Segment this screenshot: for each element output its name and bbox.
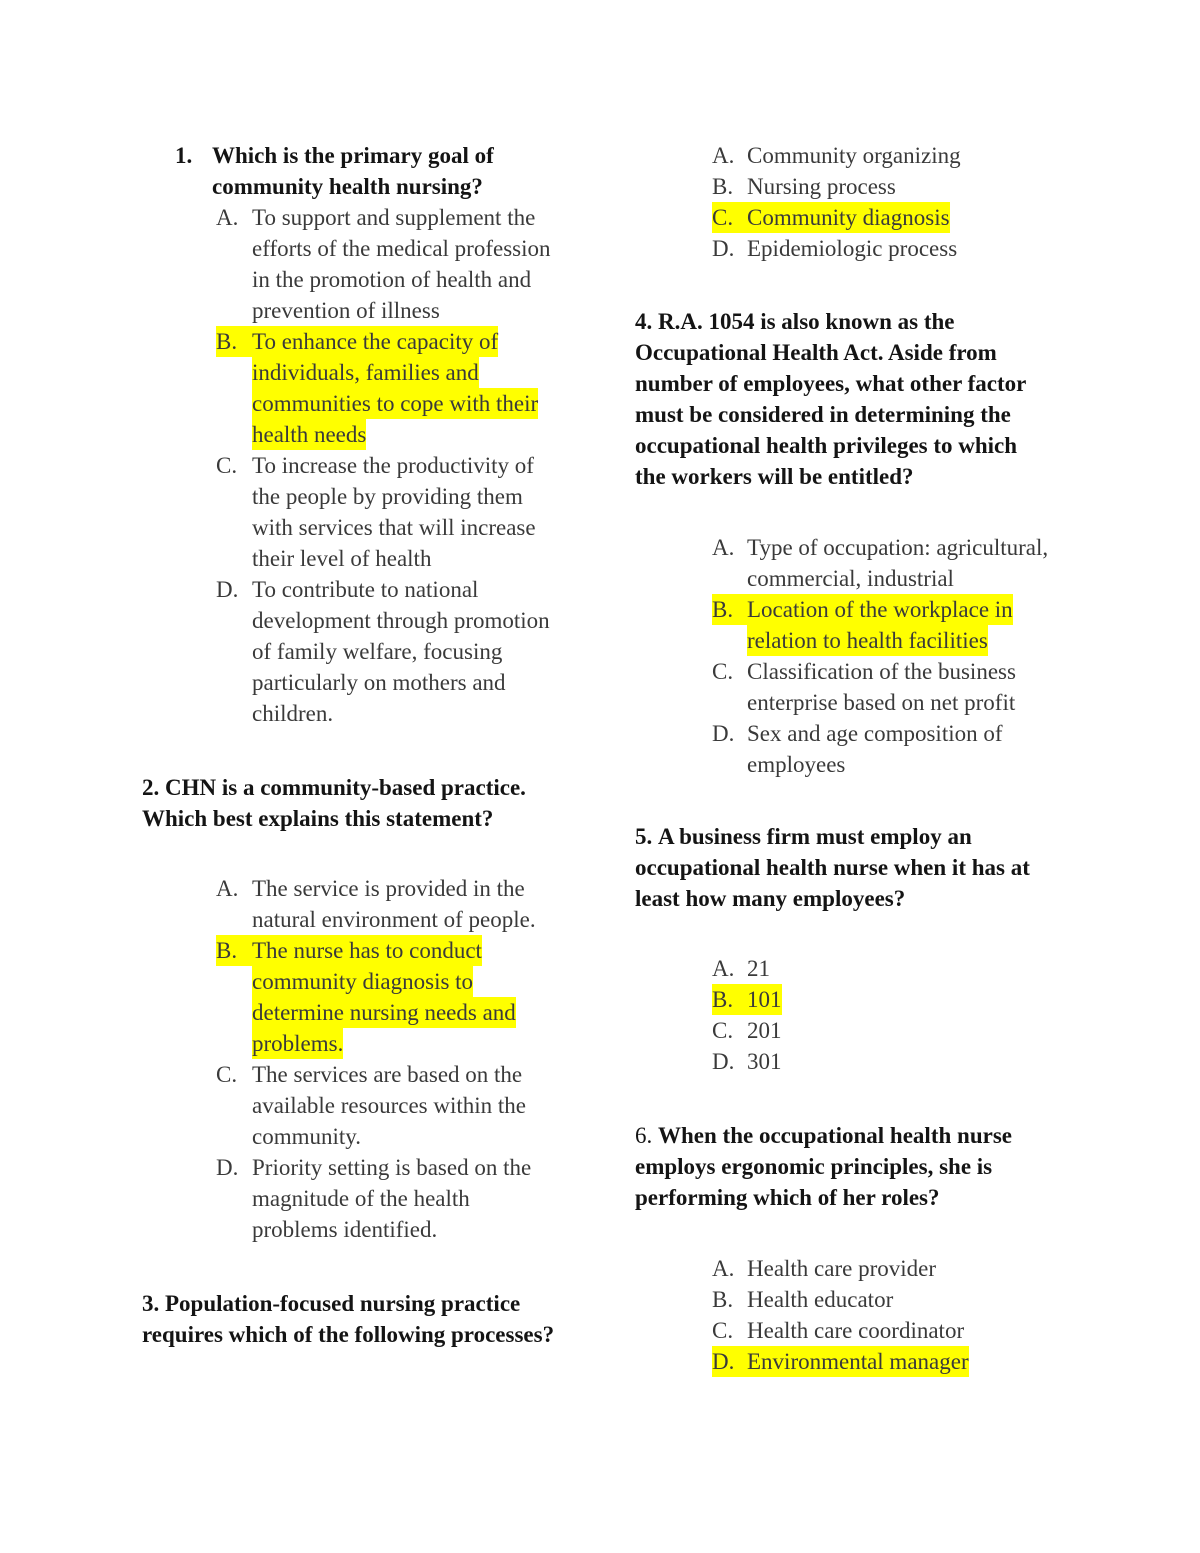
option-text-line: Nursing process (747, 174, 896, 199)
question-text-line: number of employees, what other factor (635, 371, 1027, 396)
question-text-line (142, 1288, 520, 1319)
question-1-row (175, 140, 494, 202)
option-text (747, 532, 1048, 594)
option-text-line: To enhance the capacity of (252, 326, 498, 357)
option-text-line: The service is provided in the (252, 876, 525, 901)
option-text (747, 656, 1016, 718)
option-4-a (712, 532, 1048, 594)
option-text-line: particularly on mothers and (252, 670, 506, 695)
option-text-line: community. (252, 1124, 362, 1149)
question-1 (175, 140, 494, 202)
option-letter: A. (712, 1256, 735, 1281)
question-text-line: Which best explains this statement? (142, 806, 494, 831)
option-text-line: relation to health facilities (747, 625, 988, 656)
option-5-d (712, 1046, 782, 1077)
option-4-b (712, 594, 1048, 656)
question-text-line: community health nursing? (212, 174, 483, 199)
option-text-line: Epidemiologic process (747, 236, 958, 261)
option-text-line: communities to cope with their (252, 388, 538, 419)
option-text (747, 140, 961, 171)
question-6 (635, 1120, 1012, 1213)
option-text-line: 101 (747, 984, 782, 1015)
option-text-line: employees (747, 752, 846, 777)
option-4-c (712, 656, 1048, 718)
option-letter: D. (216, 577, 239, 602)
question-text-line (142, 772, 526, 803)
option-text (747, 233, 957, 264)
question-text: R.A. 1054 is also known as the (658, 309, 955, 334)
option-2-d (216, 1152, 536, 1245)
option-text-line: determine nursing needs and (252, 997, 516, 1028)
option-letter: B. (712, 174, 734, 199)
option-text-line: natural environment of people. (252, 907, 536, 932)
question-text-line: requires which of the following processes? (142, 1322, 555, 1347)
option-text-line: Classification of the business (747, 659, 1016, 684)
option-letter: B. (712, 594, 747, 625)
option-letter: B. (216, 935, 252, 966)
option-text-line: The nurse has to conduct (252, 935, 482, 966)
option-letter: A. (712, 535, 735, 560)
option-2-b (216, 935, 536, 1059)
option-text-line: development through promotion (252, 608, 550, 633)
question-text-line: Which is the primary goal of (212, 143, 494, 168)
option-2-a (216, 873, 536, 935)
question-text-line: least how many employees? (635, 886, 906, 911)
option-text-line: Health educator (747, 1287, 894, 1312)
question-text: When the occupational health nurse (658, 1123, 1012, 1148)
question-text-line (635, 306, 955, 337)
question-6-options (712, 1253, 969, 1377)
question-2 (142, 772, 526, 834)
option-text-line: the people by providing them (252, 484, 523, 509)
question-number: 4. (635, 309, 653, 334)
option-6-d (712, 1346, 969, 1377)
option-4-d (712, 718, 1048, 780)
option-text (252, 450, 536, 574)
question-text-line: performing which of her roles? (635, 1185, 940, 1210)
option-6-b (712, 1284, 969, 1315)
option-5-a (712, 953, 782, 984)
option-6-c (712, 1315, 969, 1346)
option-text-line: Health care coordinator (747, 1318, 965, 1343)
option-text-line: The services are based on the (252, 1062, 523, 1087)
question-1-options (216, 202, 550, 729)
option-1-a (216, 202, 550, 326)
option-text-line: Location of the workplace in (747, 594, 1013, 625)
option-text-line: prevention of illness (252, 298, 440, 323)
option-text (252, 873, 536, 935)
option-text-line: 21 (747, 956, 770, 981)
question-text-line: employs ergonomic principles, she is (635, 1154, 993, 1179)
option-letter: D. (712, 1346, 747, 1377)
option-text-line: To increase the productivity of (252, 453, 534, 478)
option-text (747, 1315, 964, 1346)
option-text (747, 1015, 782, 1046)
question-3 (142, 1288, 554, 1350)
question-3-options (712, 140, 961, 264)
option-text-line: Priority setting is based on the (252, 1155, 532, 1180)
option-letter: A. (712, 143, 735, 168)
option-text (252, 1152, 531, 1245)
option-text-line: Community organizing (747, 143, 961, 168)
question-text-line (635, 821, 972, 852)
option-3-c (712, 202, 961, 233)
option-text-line: Sex and age composition of (747, 721, 1003, 746)
option-text (747, 1346, 969, 1377)
option-text (747, 1046, 782, 1077)
question-text-line: occupational health privileges to which (635, 433, 1018, 458)
option-letter: A. (712, 956, 735, 981)
option-text-line: health needs (252, 419, 366, 450)
option-1-c (216, 450, 550, 574)
question-text-line: the workers will be entitled? (635, 464, 914, 489)
option-letter: A. (216, 876, 239, 901)
option-3-b (712, 171, 961, 202)
option-letter: C. (712, 1018, 734, 1043)
question-text-line: occupational health nurse when it has at (635, 855, 1030, 880)
option-text (747, 1284, 893, 1315)
option-text-line: To contribute to national (252, 577, 479, 602)
option-text-line: community diagnosis to (252, 966, 473, 997)
option-6-a (712, 1253, 969, 1284)
option-1-b (216, 326, 550, 450)
question-text: CHN is a community-based practice. (165, 775, 526, 800)
question-text: A business firm must employ an (658, 824, 972, 849)
option-text-line: 301 (747, 1049, 782, 1074)
option-letter: C. (712, 659, 734, 684)
option-text-line: of family welfare, focusing (252, 639, 503, 664)
option-letter: D. (712, 236, 735, 261)
question-4-options (712, 532, 1048, 780)
option-letter: C. (216, 1062, 238, 1087)
option-letter: D. (216, 1155, 239, 1180)
option-letter: C. (216, 453, 238, 478)
option-text-line: magnitude of the health (252, 1186, 470, 1211)
option-text-line: with services that will increase (252, 515, 536, 540)
option-letter: A. (216, 205, 239, 230)
question-5-options (712, 953, 782, 1077)
option-2-c (216, 1059, 536, 1152)
question-text: Population-focused nursing practice (165, 1291, 521, 1316)
option-text (747, 953, 770, 984)
option-letter: B. (216, 326, 252, 357)
option-text-line: problems. (252, 1028, 343, 1059)
option-letter: D. (712, 721, 735, 746)
option-text (747, 984, 782, 1015)
option-5-b (712, 984, 782, 1015)
question-number: 6. (635, 1123, 653, 1148)
option-letter: B. (712, 984, 747, 1015)
question-text-line (635, 1120, 1012, 1151)
option-letter: B. (712, 1287, 734, 1312)
question-5 (635, 821, 1030, 914)
option-text (747, 594, 1013, 656)
option-text-line: available resources within the (252, 1093, 526, 1118)
option-text-line: Community diagnosis (747, 202, 950, 233)
option-text-line: children. (252, 701, 334, 726)
option-letter: C. (712, 1318, 734, 1343)
question-number: 5. (635, 824, 653, 849)
option-text (747, 202, 950, 233)
question-4 (635, 306, 1026, 492)
option-3-a (712, 140, 961, 171)
question-1-text (212, 140, 494, 202)
option-text-line: Environmental manager (747, 1346, 969, 1377)
option-text (747, 718, 1003, 780)
option-text-line: Health care provider (747, 1256, 937, 1281)
option-text (252, 574, 550, 729)
question-text-line: must be considered in determining the (635, 402, 1011, 427)
option-text-line: efforts of the medical profession (252, 236, 551, 261)
question-text-line: Occupational Health Act. Aside from (635, 340, 997, 365)
option-1-d (216, 574, 550, 729)
option-text-line: 201 (747, 1018, 782, 1043)
option-text (747, 171, 896, 202)
option-text (252, 202, 550, 326)
option-text-line: their level of health (252, 546, 432, 571)
question-number: 3. (142, 1291, 160, 1316)
question-number: 1. (175, 143, 193, 168)
option-letter: D. (712, 1049, 735, 1074)
option-5-c (712, 1015, 782, 1046)
option-3-d (712, 233, 961, 264)
option-text (252, 935, 516, 1059)
question-number: 2. (142, 775, 160, 800)
option-text (747, 1253, 936, 1284)
option-text-line: To support and supplement the (252, 205, 536, 230)
option-text (252, 1059, 526, 1152)
option-text-line: commercial, industrial (747, 566, 954, 591)
option-text-line: enterprise based on net profit (747, 690, 1016, 715)
option-text-line: problems identified. (252, 1217, 438, 1242)
option-text-line: Type of occupation: agricultural, (747, 535, 1049, 560)
option-text-line: in the promotion of health and (252, 267, 532, 292)
option-letter: C. (712, 202, 747, 233)
option-text-line: individuals, families and (252, 357, 479, 388)
question-2-options (216, 873, 536, 1245)
option-text (252, 326, 538, 450)
